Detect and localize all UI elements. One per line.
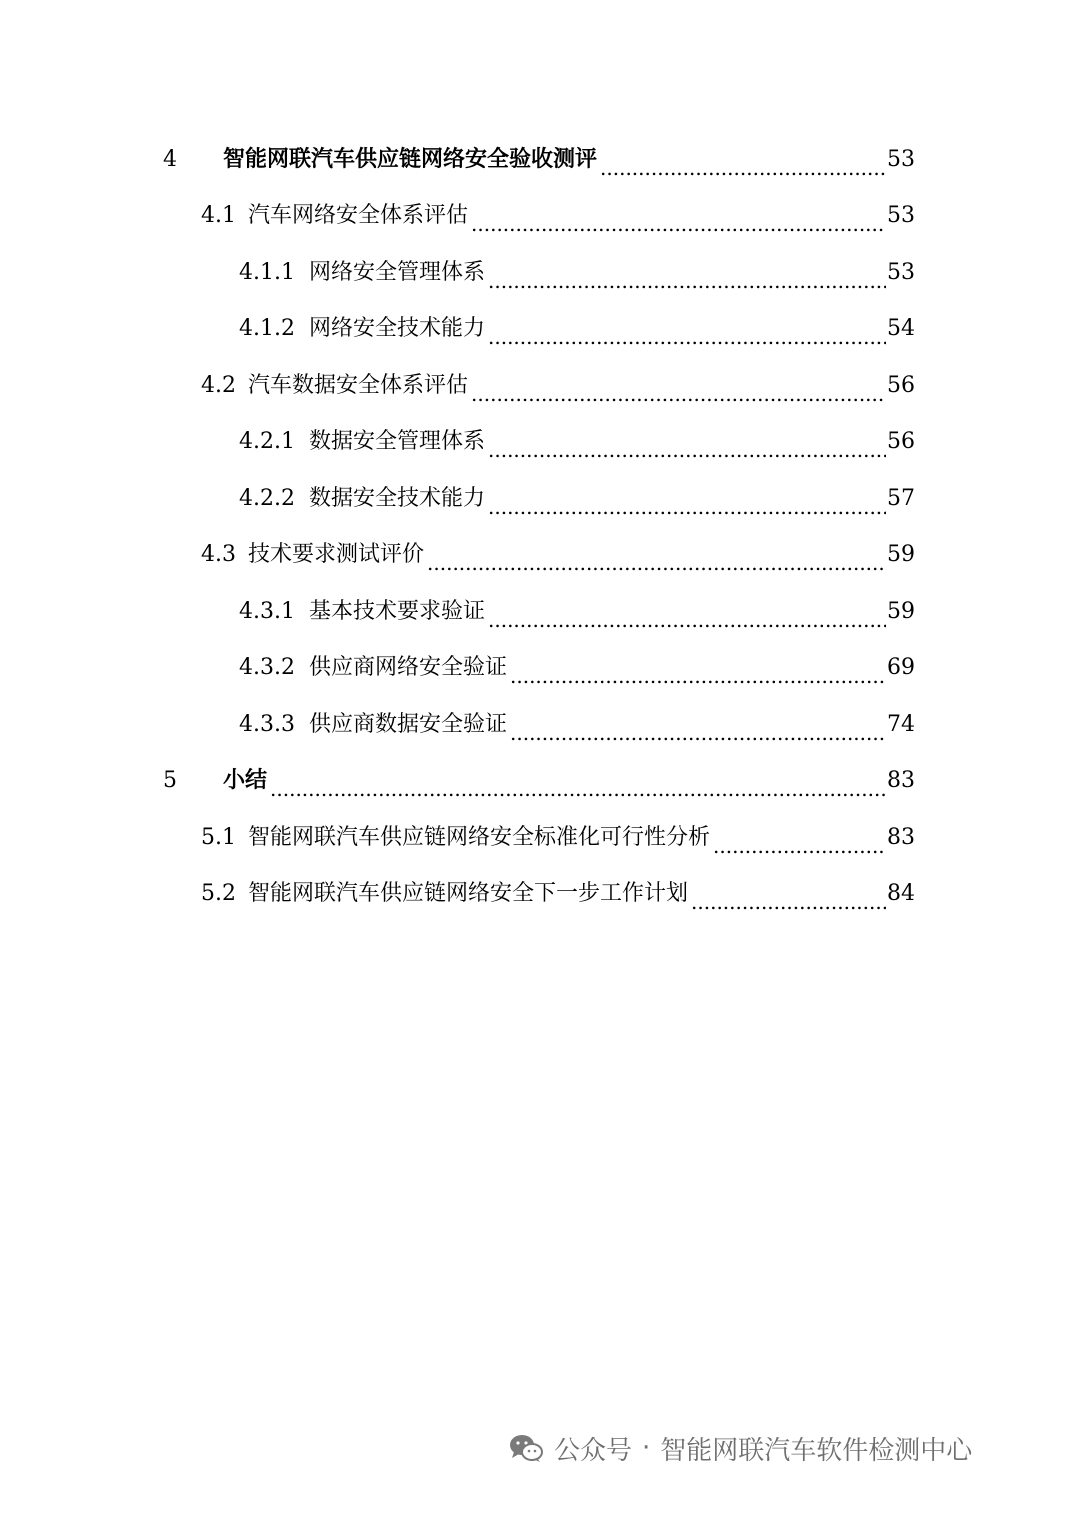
toc-entry-5-1[interactable] bbox=[201, 818, 915, 858]
toc-entry-title: 汽车数据安全体系评估 bbox=[248, 373, 469, 398]
toc-entry-number: 4.1.2 bbox=[239, 316, 295, 341]
toc-entry-page: 74 bbox=[887, 712, 915, 737]
toc-entry-title: 网络安全技术能力 bbox=[308, 316, 485, 341]
toc-entry-page: 53 bbox=[887, 260, 915, 285]
toc-entry-page: 57 bbox=[887, 486, 915, 511]
toc-entry-title: 智能网联汽车供应链网络安全标准化可行性分析 bbox=[248, 825, 711, 850]
toc-entry-number: 4.2.1 bbox=[239, 429, 295, 454]
toc-entry-title: 技术要求测试评价 bbox=[248, 542, 425, 567]
dot-leader bbox=[488, 261, 886, 293]
dot-leader bbox=[510, 713, 886, 745]
toc-entry-title: 网络安全管理体系 bbox=[308, 260, 485, 285]
toc-entry-title: 基本技术要求验证 bbox=[308, 599, 485, 624]
toc-entry-number: 5.2 bbox=[201, 881, 236, 906]
dot-leader bbox=[471, 374, 886, 406]
toc-entry-title: 智能网联汽车供应链网络安全下一步工作计划 bbox=[248, 881, 689, 906]
toc-entry-title: 小结 bbox=[223, 768, 268, 793]
dot-leader bbox=[471, 204, 886, 236]
toc-entry-4-2[interactable] bbox=[201, 366, 915, 406]
toc-entry-number: 5 bbox=[163, 768, 177, 793]
toc-entry-title: 智能网联汽车供应链网络安全验收测评 bbox=[223, 147, 598, 172]
footer-separator: · bbox=[642, 1433, 651, 1463]
toc-entry-number: 4.2 bbox=[201, 373, 236, 398]
toc-entry-page: 53 bbox=[887, 203, 915, 228]
toc-entry-page: 69 bbox=[887, 655, 915, 680]
wechat-watermark bbox=[508, 1428, 972, 1468]
toc-entry-page: 56 bbox=[887, 429, 915, 454]
toc-entry-4-1-2[interactable] bbox=[239, 309, 915, 349]
toc-entry-number: 4 bbox=[163, 147, 177, 172]
dot-leader bbox=[488, 487, 886, 519]
toc-entry-title: 供应商网络安全验证 bbox=[308, 655, 507, 680]
dot-leader bbox=[510, 656, 886, 688]
toc-entry-number: 4.3 bbox=[201, 542, 236, 567]
toc-entry-page: 54 bbox=[887, 316, 915, 341]
dot-leader bbox=[691, 882, 886, 914]
toc-entry-title: 供应商数据安全验证 bbox=[308, 712, 507, 737]
toc-entry-page: 59 bbox=[887, 542, 915, 567]
toc-entry-number: 4.1.1 bbox=[239, 260, 295, 285]
toc-entry-page: 59 bbox=[887, 599, 915, 624]
toc-entry-page: 53 bbox=[887, 147, 915, 172]
dot-leader bbox=[488, 317, 886, 349]
dot-leader bbox=[713, 826, 886, 858]
toc-entry-number: 4.3.3 bbox=[239, 712, 295, 737]
toc-entry-4-1[interactable] bbox=[201, 196, 915, 236]
toc-entry-page: 83 bbox=[887, 768, 915, 793]
wechat-icon bbox=[508, 1433, 544, 1463]
toc-entry-5-2[interactable] bbox=[201, 874, 915, 914]
toc-entry-4-3-1[interactable] bbox=[239, 592, 915, 632]
toc-entry-4-3[interactable] bbox=[201, 535, 915, 575]
dot-leader bbox=[488, 600, 886, 632]
toc-entry-number: 4.3.1 bbox=[239, 599, 295, 624]
toc-entry-number: 4.2.2 bbox=[239, 486, 295, 511]
toc-entry-number: 5.1 bbox=[201, 825, 236, 850]
dot-leader bbox=[270, 769, 886, 801]
toc-entry-number: 4.3.2 bbox=[239, 655, 295, 680]
toc-entry-4-2-1[interactable] bbox=[239, 422, 915, 462]
footer-account-name: 智能网联汽车软件检测中心 bbox=[660, 1435, 973, 1466]
toc-entry-4-2-2[interactable] bbox=[239, 479, 915, 519]
dot-leader bbox=[427, 543, 886, 575]
toc-entry-4-3-3[interactable] bbox=[239, 705, 915, 745]
toc-entry-page: 56 bbox=[887, 373, 915, 398]
dot-leader bbox=[488, 430, 886, 462]
toc-entry-5[interactable] bbox=[163, 761, 915, 801]
toc-entry-title: 汽车网络安全体系评估 bbox=[248, 203, 469, 228]
toc-entry-title: 数据安全技术能力 bbox=[308, 486, 485, 511]
toc-entry-4-3-2[interactable] bbox=[239, 648, 915, 688]
footer-prefix: 公众号 bbox=[554, 1435, 633, 1466]
dot-leader bbox=[600, 148, 886, 180]
toc-entry-4[interactable] bbox=[163, 140, 915, 180]
toc-entry-title: 数据安全管理体系 bbox=[308, 429, 485, 454]
toc-entry-page: 83 bbox=[887, 825, 915, 850]
toc-entry-page: 84 bbox=[887, 881, 915, 906]
toc-entry-number: 4.1 bbox=[201, 203, 236, 228]
toc-entry-4-1-1[interactable] bbox=[239, 253, 915, 293]
